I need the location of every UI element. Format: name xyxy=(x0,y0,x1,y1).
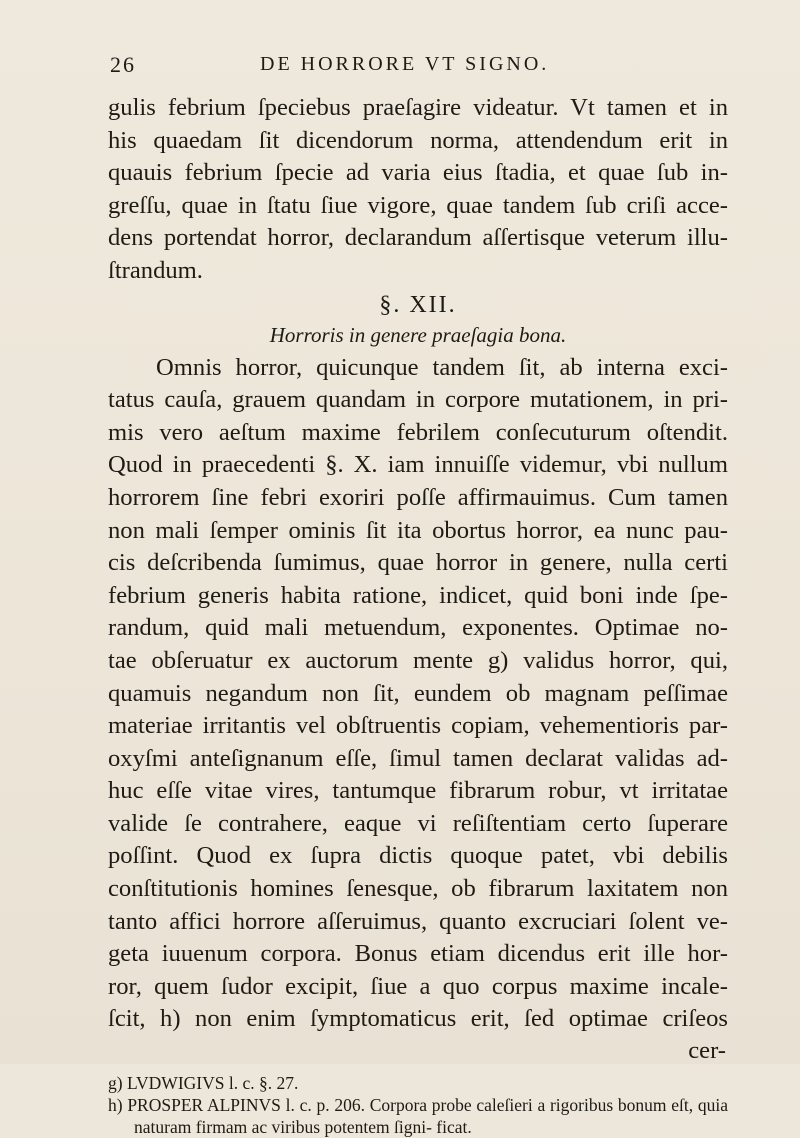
text-line: gulis febrium ſpeciebus praeſagire videatur. Vt tamen et in xyxy=(108,94,728,121)
text-line: ror, quem ſudor excipit, ſiue a quo corpus maxime incale- xyxy=(108,972,728,1000)
running-head xyxy=(108,52,728,92)
text-line: huc eſſe vitae vires, tantumque fibrarum robur, vt irritatae xyxy=(108,777,728,805)
text-line: quauis febrium ſpecie ad varia eius ſtadia, et quae ſub in- xyxy=(108,159,728,187)
text-line: Omnis horror, quicunque tandem ſit, ab interna exci- xyxy=(156,353,728,381)
paragraph-2 xyxy=(108,352,728,1036)
text-line: materiae irritantis vel obſtruentis copiam, vehementioris par- xyxy=(108,712,728,740)
text-line: his quaedam ſit dicendorum norma, attendendum erit in xyxy=(108,126,728,154)
text-line: ſcit, h) non enim ſymptomaticus erit, ſed optimae criſeos xyxy=(108,1005,728,1033)
paragraph-1 xyxy=(108,92,728,288)
text-line: tae obſeruatur ex auctorum mente g) validus horror, qui, xyxy=(108,646,728,674)
footnote-h: h) PROSPER ALPINVS l. c. p. 206. Corpora probe caleſieri a rigoribus bonum eſt, quia naturam firmam ac viribus potentem ſigni- ficat. xyxy=(108,1095,728,1138)
section-number: §. XII. xyxy=(379,291,457,318)
text-line: randum, quid mali metuendum, exponentes. Optimae no- xyxy=(108,614,728,642)
text-line: non mali ſemper ominis ſit ita obortus horror, ea nunc pau- xyxy=(108,516,728,544)
text-line: horrorem ſine febri exoriri poſſe affirmauimus. Cum tamen xyxy=(108,483,728,511)
catchword: cer- xyxy=(688,1037,726,1065)
footnotes xyxy=(108,1072,728,1138)
text-line: cis deſcribenda ſumimus, quae horror in genere, nulla certi xyxy=(108,549,728,577)
text-line: tatus cauſa, grauem quandam in corpore mutationem, in pri- xyxy=(108,386,728,414)
footnote-g: g) LVDWIGIVS l. c. §. 27. xyxy=(108,1073,299,1094)
page-number: 26 xyxy=(110,52,136,77)
text-line: febrium generis habita ratione, indicet, quid boni inde ſpe- xyxy=(108,581,728,609)
section-title: Horroris in genere praeſagia bona. xyxy=(269,322,567,347)
text-line: quamuis negandum non ſit, eundem ob magnam peſſimae xyxy=(108,679,728,707)
text-line: mis vero aeſtum maxime febrilem conſecuturum oſtendit. xyxy=(108,418,728,446)
text-line: tanto affici horrore aſſeruimus, quanto excruciari ſolent ve- xyxy=(108,907,728,935)
text-line: poſſint. Quod ex ſupra dictis quoque patet, vbi debilis xyxy=(108,842,728,870)
running-title: DE HORRORE VT SIGNO. xyxy=(260,53,550,75)
text-line: conſtitutionis homines ſenesque, ob fibrarum laxitatem non xyxy=(108,875,728,903)
text-line: dens portendat horror, declarandum aſſertisque veterum illu- xyxy=(108,224,728,252)
text-line: valide ſe contrahere, eaque vi reſiſtentiam certo ſuperare xyxy=(108,809,728,837)
text-line: oxyſmi anteſignanum eſſe, ſimul tamen declarat validas ad- xyxy=(108,744,728,772)
text-line: greſſu, quae in ſtatu ſiue vigore, quae tandem ſub criſi acce- xyxy=(108,191,728,219)
text-line: geta iuuenum corpora. Bonus etiam dicendus erit ille hor- xyxy=(108,940,728,968)
text-line: ſtrandum. xyxy=(108,256,203,284)
text-line: Quod in praecedenti §. X. iam innuiſſe videmur, vbi nullum xyxy=(108,451,728,479)
